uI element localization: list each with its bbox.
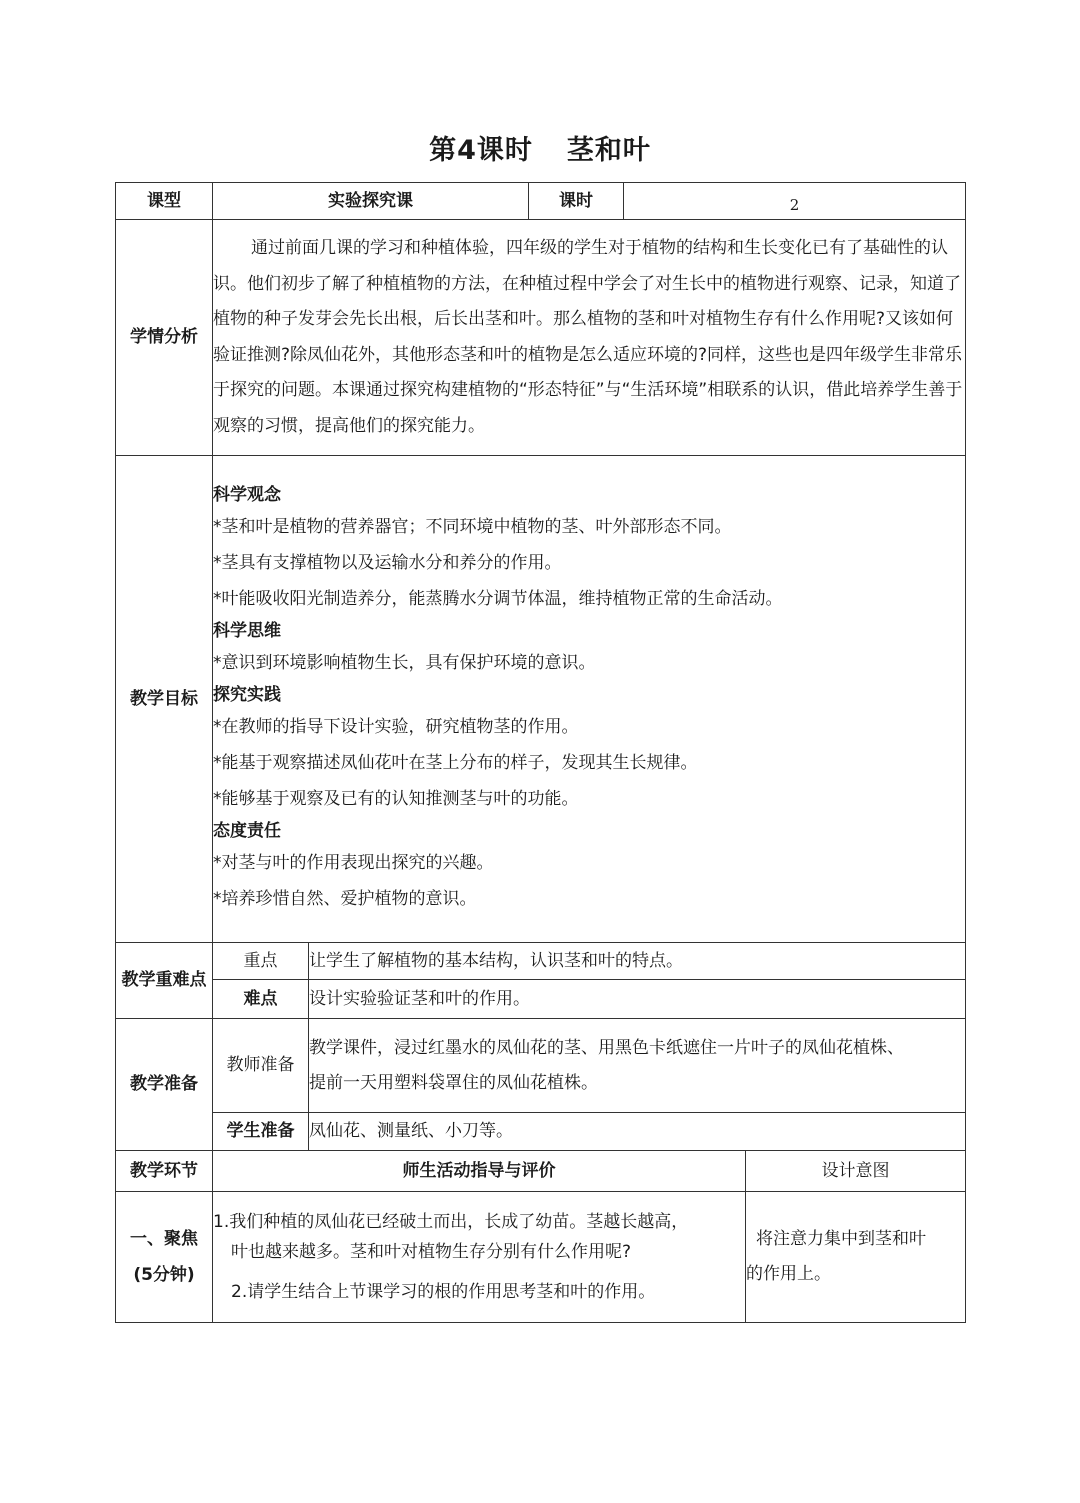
objectives-label: 教学目标 [116, 456, 213, 943]
lesson-topic: 茎和叶 [566, 135, 651, 166]
objective-item: *能够基于观察及已有的认知推测茎与叶的功能。 [213, 789, 579, 809]
process-header-row [116, 1151, 966, 1192]
objective-item: *茎具有支撑植物以及运输水分和养分的作用。 [213, 553, 562, 573]
preparation-label: 教学准备 [116, 1019, 213, 1151]
student-prep-row [116, 1113, 966, 1151]
objective-item: *意识到环境影响植物生长，具有保护环境的意识。 [213, 653, 596, 673]
activity-line: 2.请学生结合上节课学习的根的作用思考茎和叶的作用。 [231, 1282, 656, 1302]
objective-item: *茎和叶是植物的营养器官；不同环境中植物的茎、叶外部形态不同。 [213, 517, 732, 537]
difficulty-label: 难点 [213, 980, 309, 1019]
page-title [0, 128, 1080, 167]
analysis-line: 通过前面几课的学习和种植体验，四年级的学生对于植物的结构和生长变化已有了基 [251, 238, 880, 258]
teacher-prep-label: 教师准备 [213, 1019, 309, 1113]
analysis-label: 学情分析 [116, 220, 213, 456]
student-prep-text: 凤仙花、测量纸、小刀等。 [309, 1113, 966, 1151]
analysis-row [116, 220, 966, 456]
difficulty-row [116, 980, 966, 1019]
intent-line: 将注意力集中到茎和叶 [756, 1229, 926, 1249]
analysis-line: 环境的?同样，这些也是四年级学生非常乐于探究的问题。本课通过探究构建植物的“形态 [213, 344, 963, 400]
objective-item: *培养珍惜自然、爱护植物的意识。 [213, 889, 477, 909]
activity-header: 师生活动指导与评价 [213, 1151, 746, 1192]
focus-label: 重点 [213, 943, 309, 980]
stage-cell [116, 1192, 213, 1323]
activity-cell [213, 1192, 746, 1323]
analysis-text [213, 220, 966, 456]
lesson-number: 第4课时 [429, 135, 533, 166]
teacher-prep-row [116, 1019, 966, 1113]
objectives-content [213, 456, 966, 943]
objective-item: *在教师的指导下设计实验，研究植物茎的作用。 [213, 717, 579, 737]
difficulty-text: 设计实验验证茎和叶的作用。 [309, 980, 966, 1019]
analysis-line: 生存有什么作用呢?又该如何验证推测?除凤仙花外，其他形态茎和叶的植物是怎么适应 [213, 309, 954, 365]
teacher-prep-text [309, 1019, 966, 1113]
objective-item: *对茎与叶的作用表现出探究的兴趣。 [213, 853, 494, 873]
stage-name: 一、聚焦 [130, 1229, 198, 1249]
intent-cell [746, 1192, 966, 1323]
process-row [116, 1192, 966, 1323]
focus-text: 让学生了解植物的基本结构，认识茎和叶的特点。 [309, 943, 966, 980]
teacher-prep-line: 教学课件，浸过红墨水的凤仙花的茎、用黑色卡纸遮住一片叶子的凤仙花植株、 [309, 1037, 904, 1058]
course-type-value: 实验探究课 [213, 183, 529, 220]
activity-line: 1.我们种植的凤仙花已经破土而出，长成了幼苗。茎越长越高， [213, 1212, 689, 1232]
stage-time: (5分钟) [133, 1265, 195, 1285]
intent-line: 的作用上。 [746, 1264, 831, 1284]
objectives-row [116, 456, 966, 943]
class-hours-label: 课时 [529, 183, 624, 220]
analysis-line: 础性的认识。他们初步了解了种植植物的方法，在种植过程中学会了对生长中的植物进行 [213, 238, 948, 294]
intent-header: 设计意图 [746, 1151, 966, 1192]
objective-heading: 科学观念 [213, 485, 281, 505]
key-point-row [116, 943, 966, 980]
header-row [116, 183, 966, 220]
course-type-label: 课型 [116, 183, 213, 220]
activity-line: 叶也越来越多。茎和叶对植物生存分别有什么作用呢? [231, 1242, 632, 1262]
objective-item: *能基于观察描述凤仙花叶在茎上分布的样子，发现其生长规律。 [213, 753, 698, 773]
objective-heading: 态度责任 [213, 821, 281, 841]
process-label: 教学环节 [116, 1151, 213, 1192]
analysis-line: 特征”与“生活环境”相联系的认识，借此培养学生善于观察的习惯，提高他们的探究能力。 [213, 380, 963, 436]
student-prep-label: 学生准备 [213, 1113, 309, 1151]
teacher-prep-line: 提前一天用塑料袋罩住的凤仙花植株。 [309, 1072, 598, 1093]
objective-heading: 科学思维 [213, 621, 281, 641]
objective-item: *叶能吸收阳光制造养分，能蒸腾水分调节体温，维持植物正常的生命活动。 [213, 589, 783, 609]
key-points-label: 教学重难点 [116, 943, 213, 1019]
lesson-plan-table [115, 182, 966, 1323]
analysis-line: 观察、记录，知道了植物的种子发芽会先长出根，后长出茎和叶。那么植物的茎和叶对植物 [213, 273, 961, 329]
objective-heading: 探究实践 [213, 685, 281, 705]
class-hours-value: 2 [624, 183, 966, 220]
